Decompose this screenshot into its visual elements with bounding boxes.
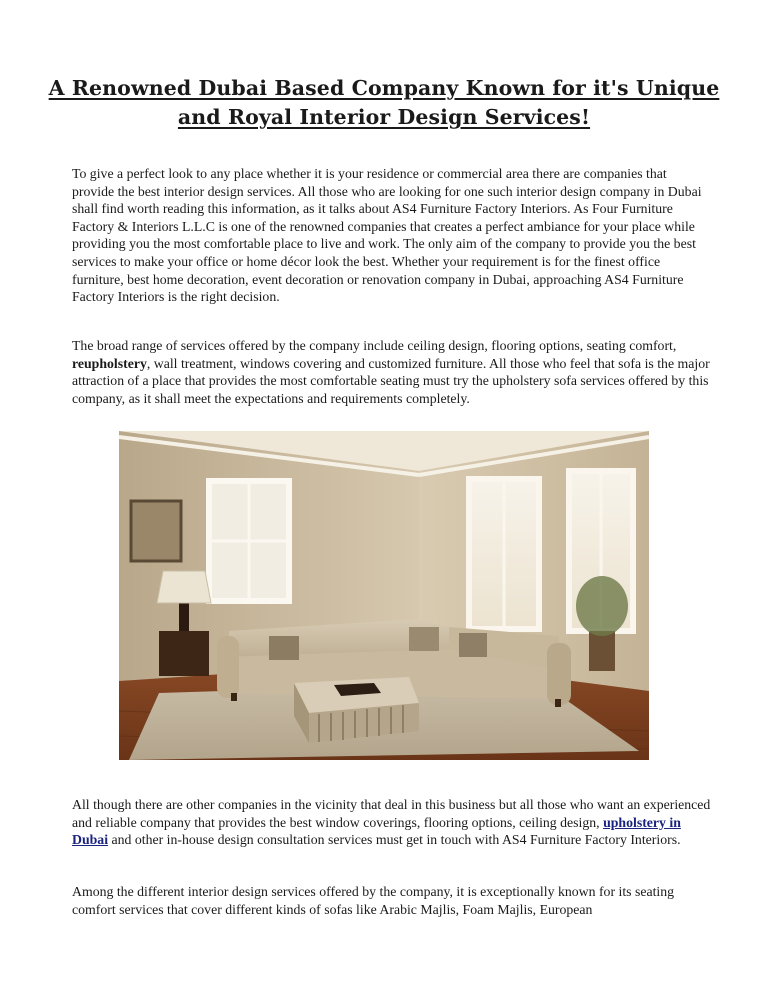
intro-paragraph: To give a perfect look to any place whether it is your residence or commercial area there are companies that provide the best interior design services. All those who are looking for one such interior design company in Dubai shall find worth reading this information, as it talks about AS4 Furniture Factory Interiors. As Four Furniture Factory & Interiors L.L.C is one of the renowned companies that creates a perfect ambiance for your place while providing you the most comfortable place to live and work. The only aim of the company to provide you the best services to make your office or home décor look the best. Whether your requirement is for the finest office furniture, best home decoration, event decoration or renovation company in Dubai, approaching AS4 Furniture Factory Interiors is the right decision.: [72, 166, 702, 305]
upholstery-text-end: and other in-house design consultation services must get in touch with AS4 Furniture Factory Interiors.: [108, 832, 681, 848]
upholstery-in-dubai-link[interactable]: upholstery in Dubai: [72, 814, 681, 848]
services-text-start: The broad range of services offered by the company include ceiling design, flooring options, seating comfort,: [72, 338, 677, 353]
upholstery-text-start: All though there are other companies in the vicinity that deal in this business but all those who want an experienced and reliable company that provides the best window coverings, flooring options, ceiling design,: [72, 797, 711, 830]
upholstery-paragraph: [72, 796, 712, 849]
reupholstery-bold-term: reupholstery: [72, 355, 147, 371]
seating-paragraph: Among the different interior design services offered by the company, it is exceptionally known for its seating comfort services that cover different kinds of sofas like Arabic Majlis, Foam Majlis, European: [72, 884, 675, 917]
services-paragraph: [72, 337, 712, 407]
page-title: A Renowned Dubai Based Company Known for it's Unique and Royal Interior Design Services!: [48, 76, 720, 129]
living-room-sofa-photo: [119, 431, 649, 760]
services-text-end: , wall treatment, windows covering and customized furniture. All those who feel that sofa is the major attraction of a place that provides the most comfortable seating must try the upholstery sofa services offered by this company, as it shall meet the expectations and requirements completely.: [72, 355, 710, 406]
